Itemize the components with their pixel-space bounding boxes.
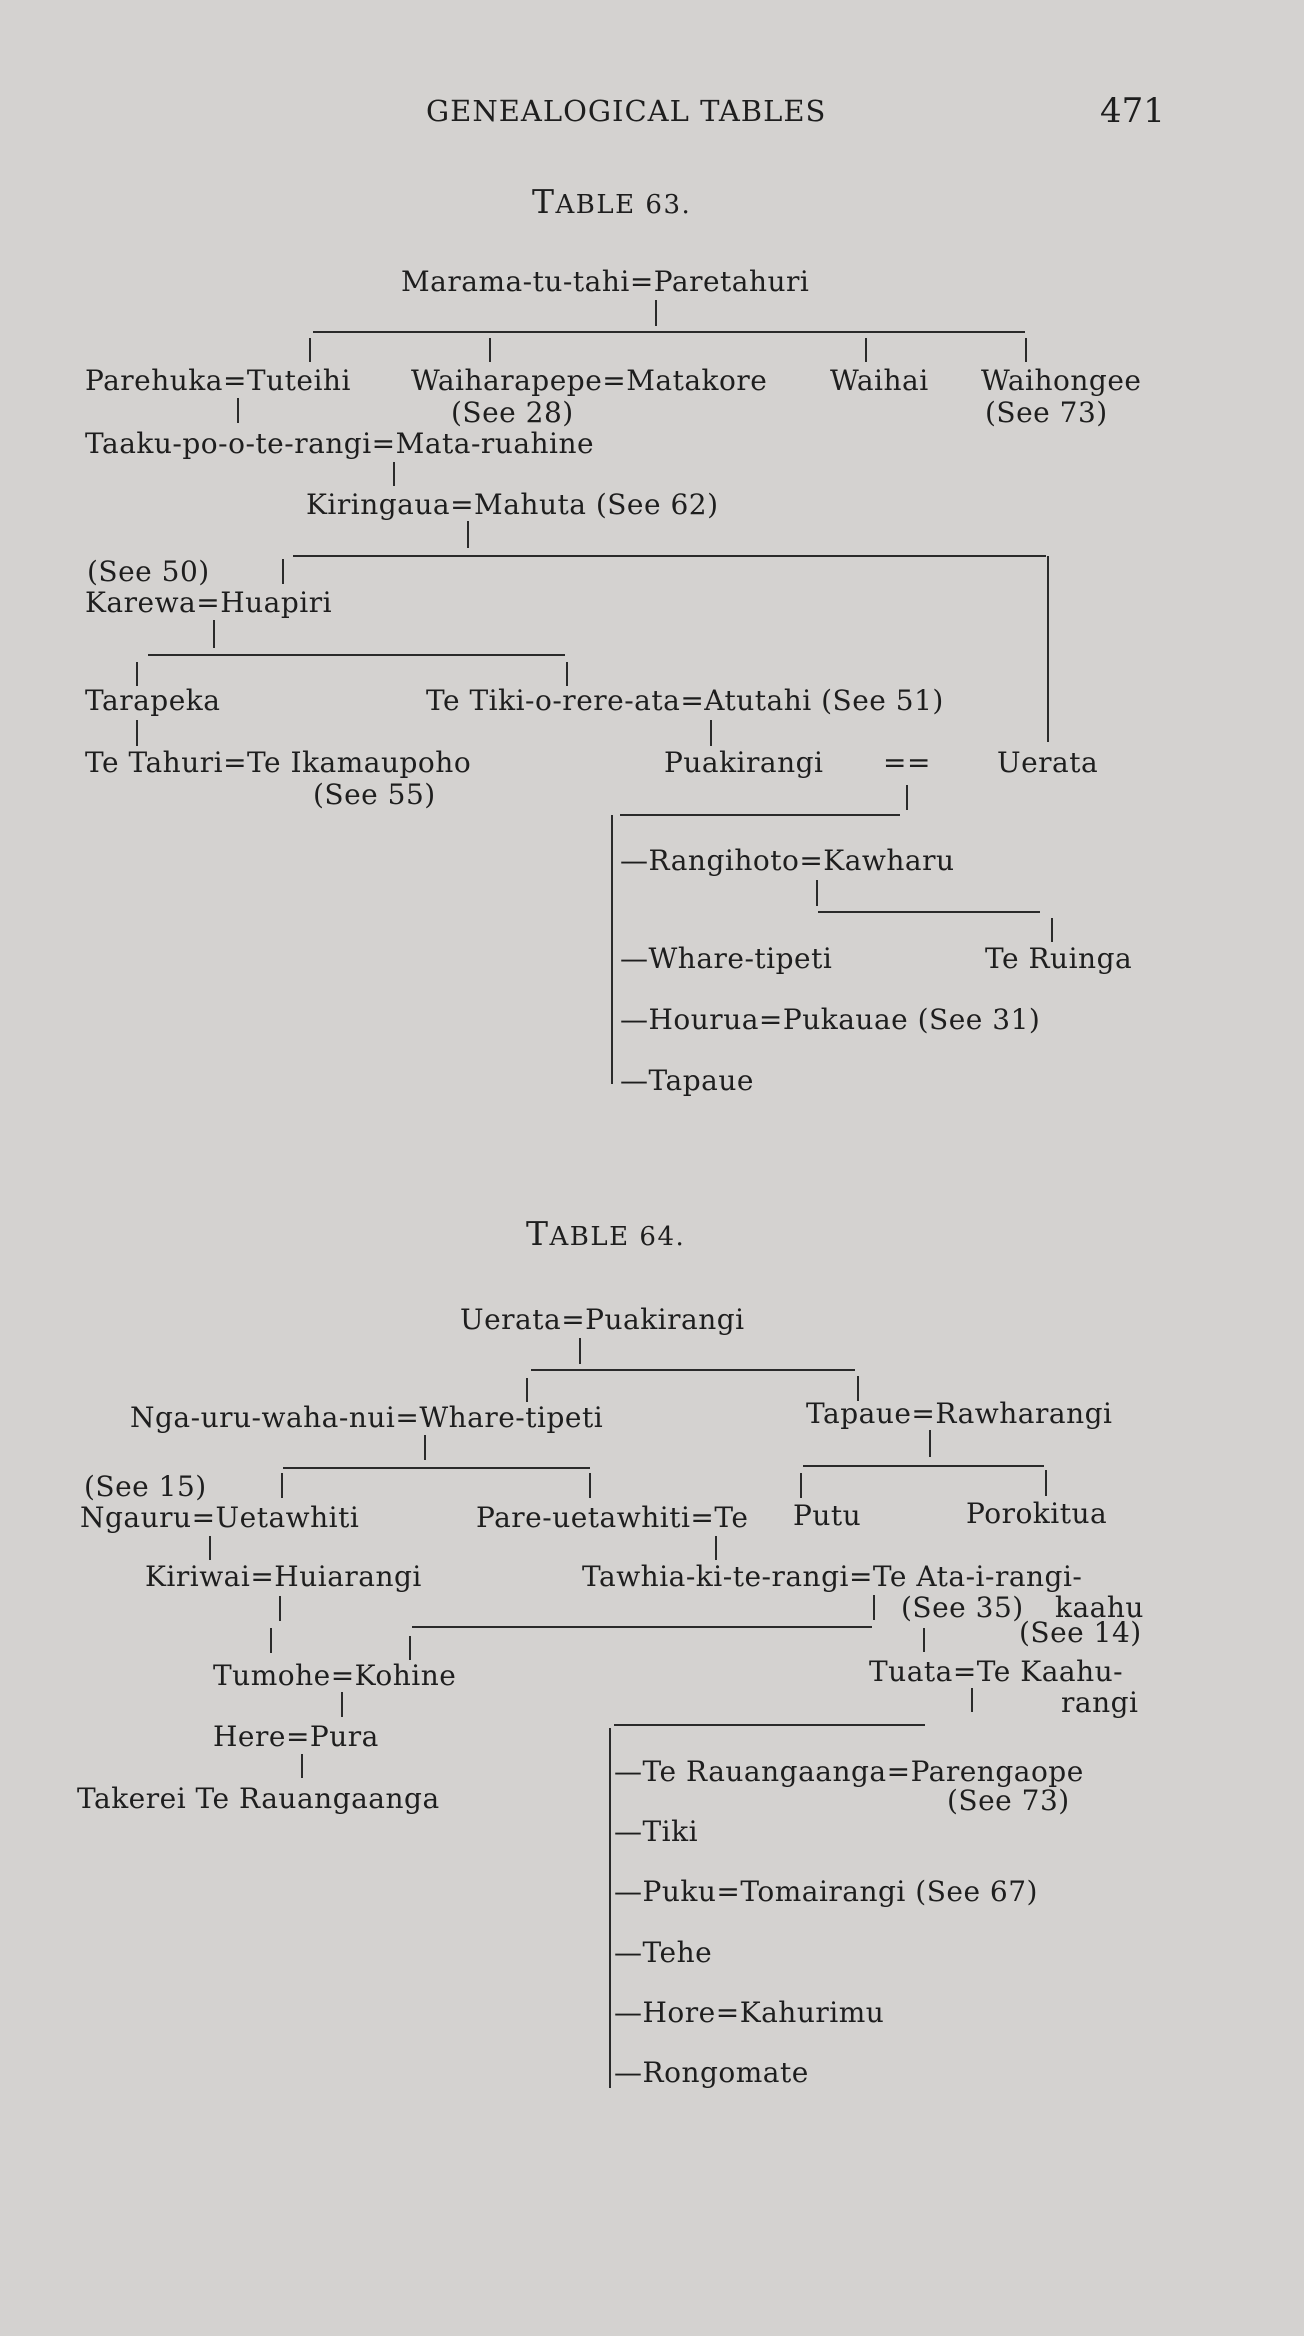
t63-root-couple: Marama-tu-tahi=Paretahuri: [401, 265, 810, 298]
t64-pareuetawhiti: Pare-uetawhiti=Te: [476, 1501, 749, 1534]
t64-puku: —Puku=Tomairangi (See 67): [614, 1875, 1038, 1908]
t63-wharetipeti: —Whare-tipeti: [620, 942, 833, 975]
t63-tetiki: Te Tiki-o-rere-ata=Atutahi (See 51): [426, 684, 944, 717]
t63-hourua: —Hourua=Pukauae (See 31): [620, 1003, 1041, 1036]
t63-see28: (See 28): [451, 396, 574, 429]
t64-tapaue: Tapaue=Rawharangi: [806, 1397, 1113, 1430]
t63-waihai: Waihai: [830, 364, 929, 397]
t63-tetahuri: Te Tahuri=Te Ikamaupoho: [85, 746, 472, 779]
t64-putu: Putu: [793, 1499, 862, 1532]
t63-see50: (See 50): [87, 555, 210, 588]
t64-ngauru-waha-nui: Nga-uru-waha-nui=Whare-tipeti: [130, 1401, 604, 1434]
t64-hore: —Hore=Kahurimu: [614, 1996, 885, 2029]
t63-tarapeka: Tarapeka: [85, 684, 221, 717]
t63-see55: (See 55): [313, 778, 436, 811]
t63-teruinga: Te Ruinga: [985, 942, 1133, 975]
t64-tehe: —Tehe: [614, 1936, 713, 1969]
t63-waiharapepe: Waiharapepe=Matakore: [411, 364, 768, 397]
t64-takerei: Takerei Te Rauangaanga: [77, 1782, 440, 1815]
t63-marriage-sign: ==: [883, 746, 931, 779]
t63-uerata: Uerata: [997, 746, 1099, 779]
t63-taaku: Taaku-po-o-te-rangi=Mata-ruahine: [85, 427, 595, 460]
table-63-title: TABLE 63.: [532, 182, 692, 221]
t63-waihongee: Waihongee: [981, 364, 1142, 397]
t63-see73: (See 73): [985, 396, 1108, 429]
t63-puakirangi: Puakirangi: [664, 746, 824, 779]
t63-rangihoto: —Rangihoto=Kawharu: [620, 844, 955, 877]
t64-kiriwai: Kiriwai=Huiarangi: [145, 1560, 422, 1593]
t64-ngauru: Ngauru=Uetawhiti: [80, 1501, 360, 1534]
t64-rongomate: —Rongomate: [614, 2056, 809, 2089]
table-64-title: TABLE 64.: [526, 1214, 686, 1253]
running-head: GENEALOGICAL TABLES: [426, 94, 827, 128]
t63-parehuka: Parehuka=Tuteihi: [85, 364, 351, 397]
t64-terauangaanga: —Te Rauangaanga=Parengaope: [614, 1755, 1084, 1788]
t64-rangi: rangi: [1061, 1686, 1139, 1719]
t64-tawhia: Tawhia-ki-te-rangi=Te Ata-i-rangi-: [582, 1560, 1083, 1593]
t64-see15: (See 15): [84, 1470, 207, 1503]
t64-see35: (See 35): [901, 1591, 1024, 1624]
t64-see14: (See 14): [1019, 1616, 1142, 1649]
t63-tapaue: —Tapaue: [620, 1064, 754, 1097]
t64-root-couple: Uerata=Puakirangi: [460, 1303, 745, 1336]
page-number: 471: [1100, 91, 1165, 131]
t64-kaahu: kaahu: [1055, 1591, 1144, 1624]
t64-here: Here=Pura: [213, 1720, 379, 1753]
t63-kiringaua: Kiringaua=Mahuta (See 62): [306, 488, 719, 521]
t64-tuata: Tuata=Te Kaahu-: [869, 1655, 1124, 1688]
t64-porokitua: Porokitua: [966, 1497, 1108, 1530]
t64-tiki: —Tiki: [614, 1815, 699, 1848]
t64-tumohe: Tumohe=Kohine: [213, 1659, 457, 1692]
t64-see73: (See 73): [947, 1784, 1070, 1817]
t63-karewa: Karewa=Huapiri: [85, 586, 333, 619]
